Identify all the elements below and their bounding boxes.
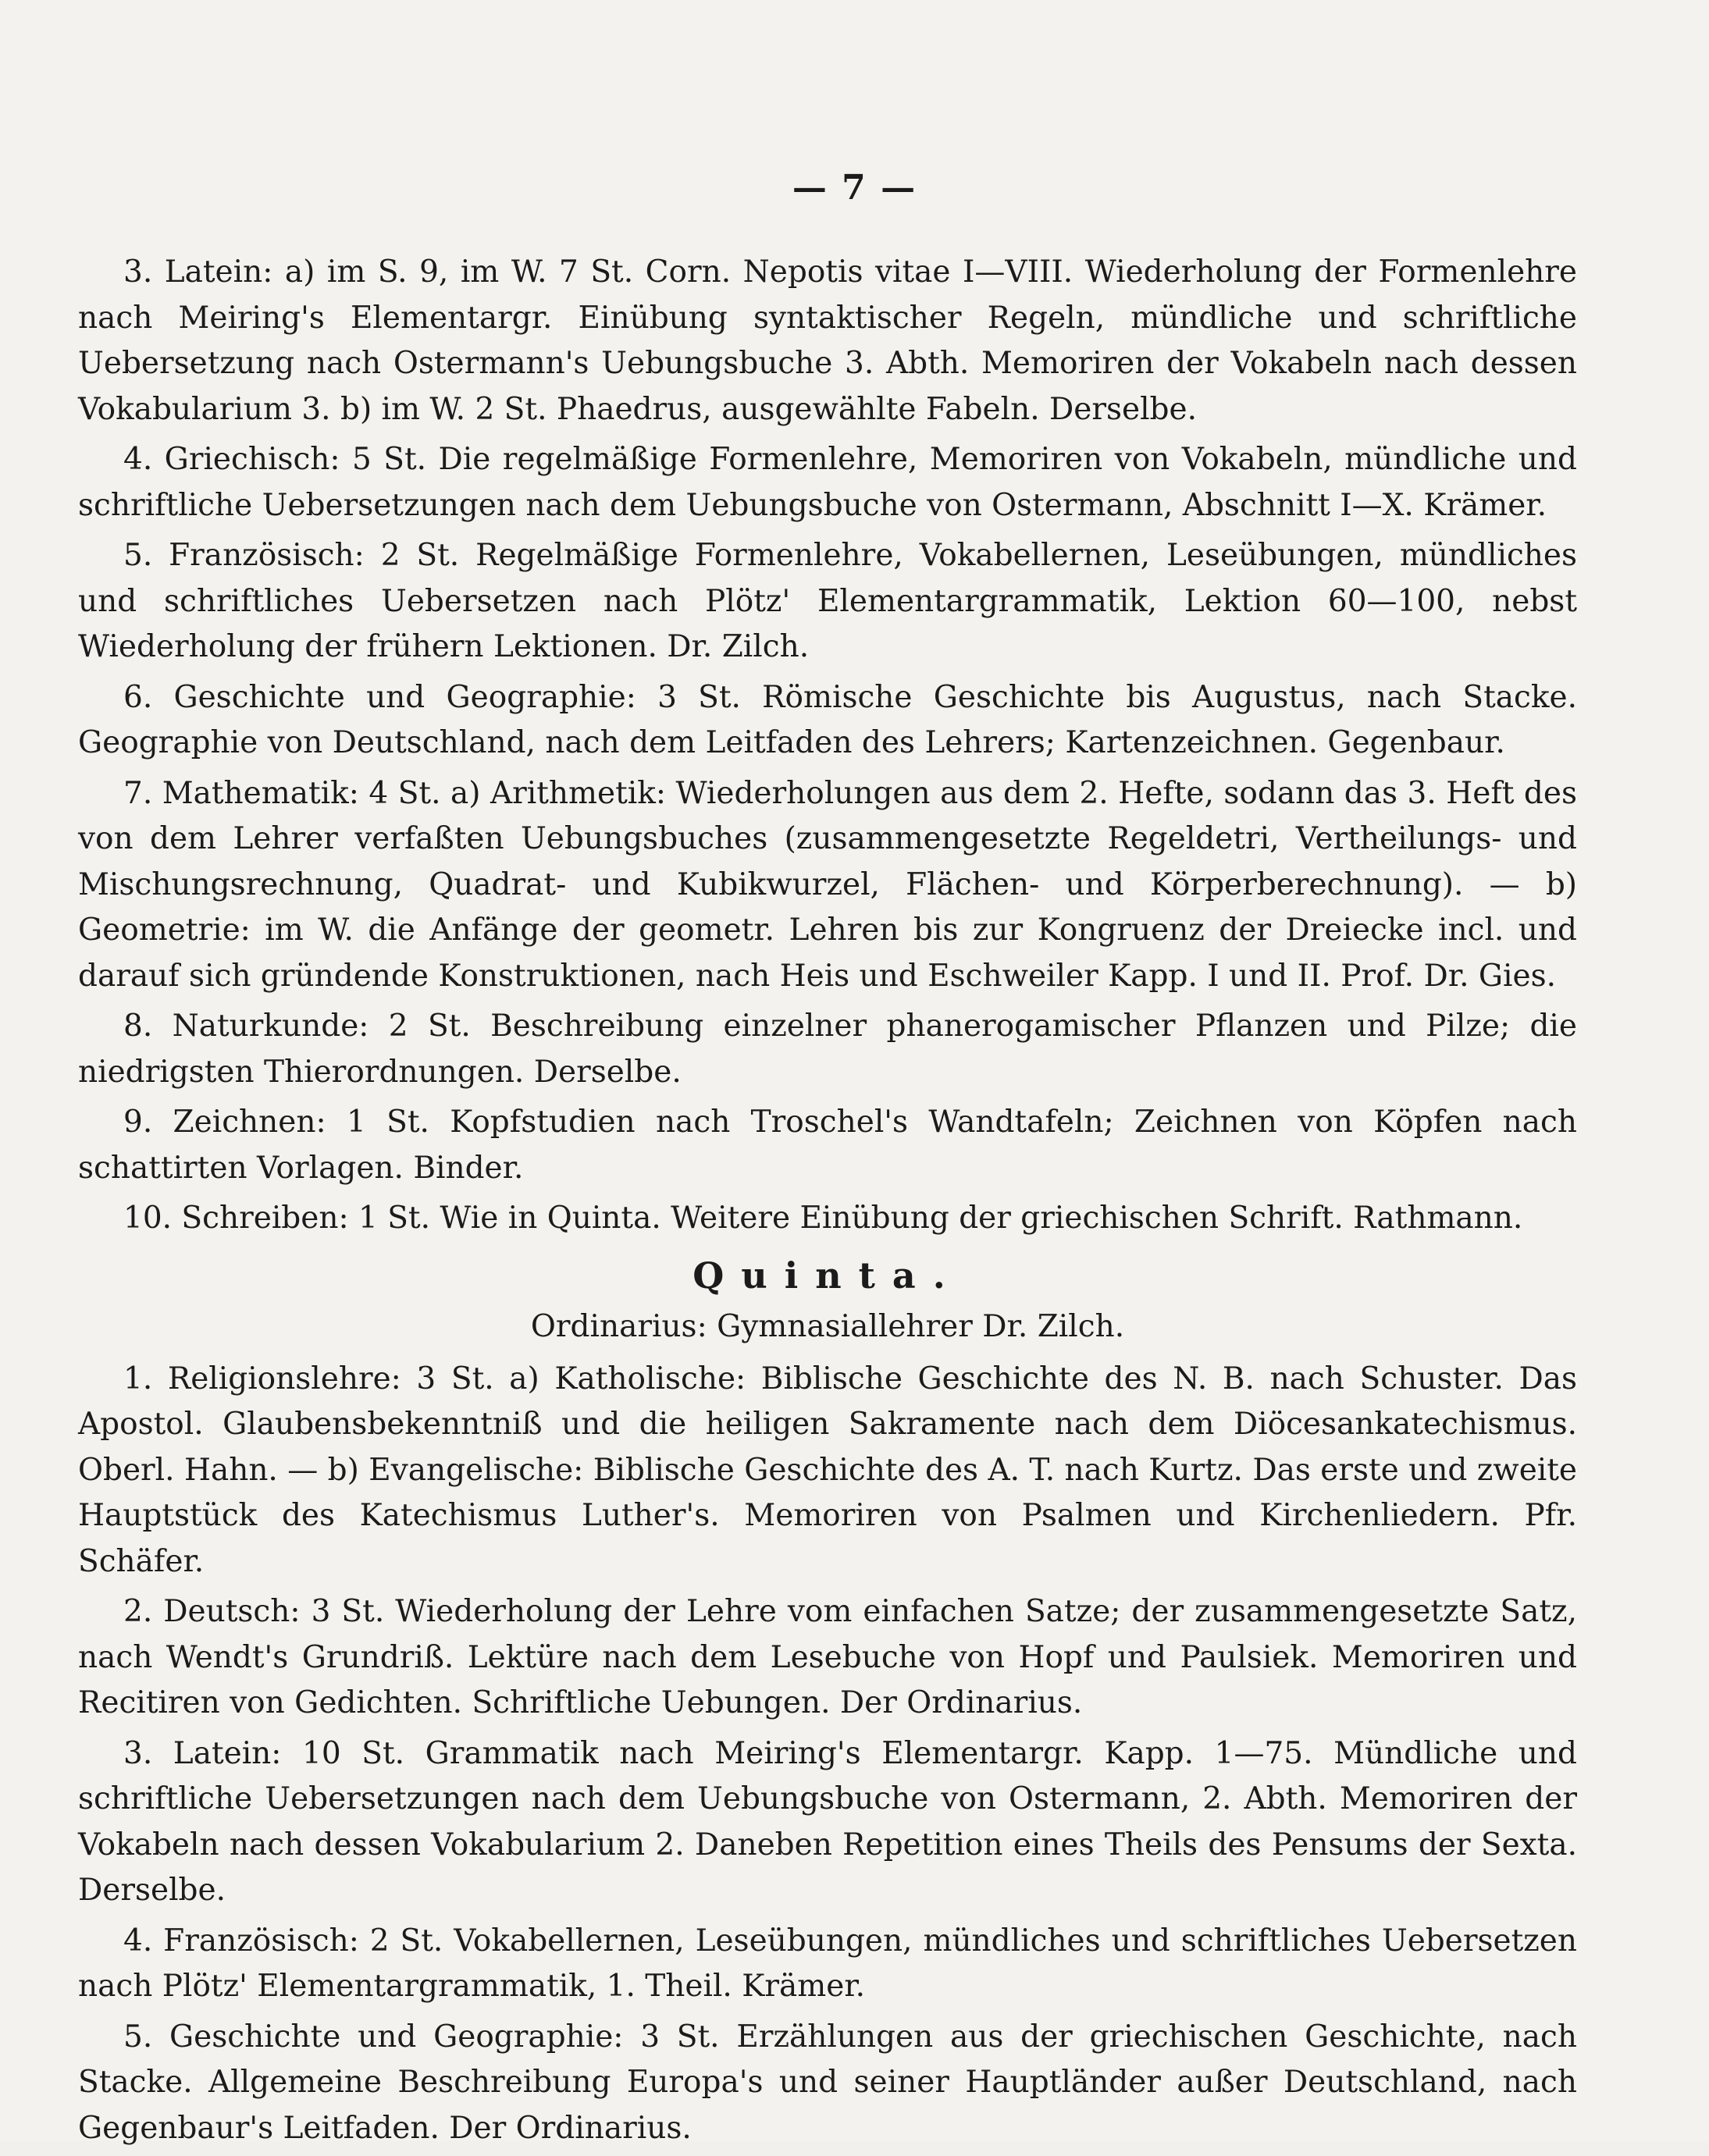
paragraph-geschichte-quinta: 5. Geschichte und Geographie: 3 St. Erzählungen aus der griechischen Geschichte, nach Stacke. Allgemeine Beschreibung Europa's und seiner Hauptländer außer Deutschland, nach Gegenbaur's Leitfaden. Der Ordinarius. [78, 2019, 1577, 2146]
paragraph-geschichte-quarta: 6. Geschichte und Geographie: 3 St. Römische Geschichte bis Augustus, nach Stacke. Geographie von Deutschland, nach dem Leitfaden des Lehrers; Kartenzeichnen. Gegenbaur. [78, 679, 1577, 760]
ordinarius-line: Ordinarius: Gymnasiallehrer Dr. Zilch. [530, 1309, 1125, 1344]
paragraph-latein-quarta: 3. Latein: a) im S. 9, im W. 7 St. Corn. Nepotis vitae I—VIII. Wiederholung der Formenlehre nach Meiring's Elementargr. Einübung syntaktischer Regeln, mündliche und schriftliche Uebersetzung nach Ostermann's Uebungsbuche 3. Abth. Memoriren der Vokabeln nach dessen Vokabularium 3. b) im W. 2 St. Phaedrus, ausgewählte Fabeln. Derselbe. [78, 254, 1577, 427]
section-heading-quinta: Quinta. [693, 1254, 963, 1297]
paragraph-religionslehre-quinta: 1. Religionslehre: 3 St. a) Katholische: Biblische Geschichte des N. B. nach Schuster. Das Apostol. Glaubensbekenntniß und die heiligen Sakramente nach dem Diöcesankatechismus. Oberl. Hahn. — b) Evangelische: Biblische Geschichte des A. T. nach Kurtz. Das erste und zweite Hauptstück des Katechismus Luther's. Memoriren von Psalmen und Kirchenliedern. Pfr. Schäfer. [78, 1361, 1577, 1579]
document-body [78, 250, 1577, 2156]
paragraph-naturkunde-quarta: 8. Naturkunde: 2 St. Beschreibung einzelner phanerogamischer Pflanzen und Pilze; die niedrigsten Thierordnungen. Derselbe. [78, 1009, 1577, 1090]
paragraph-griechisch-quarta: 4. Griechisch: 5 St. Die regelmäßige Formenlehre, Memoriren von Vokabeln, mündliche und schriftliche Uebersetzungen nach dem Uebungsbuche von Ostermann, Abschnitt I—X. Krämer. [78, 442, 1577, 523]
page-number: — 7 — [792, 168, 917, 208]
paragraph-schreiben-quarta: 10. Schreiben: 1 St. Wie in Quinta. Weitere Einübung der griechischen Schrift. Rathmann. [123, 1201, 1523, 1236]
paragraph-latein-quinta: 3. Latein: 10 St. Grammatik nach Meiring's Elementargr. Kapp. 1—75. Mündliche und schriftliche Uebersetzungen nach dem Uebungsbuche von Ostermann, 2. Abth. Memoriren der Vokabeln nach dessen Vokabularium 2. Daneben Repetition eines Theils des Pensums der Sexta. Derselbe. [78, 1735, 1577, 1908]
paragraph-franzoesisch-quinta: 4. Französisch: 2 St. Vokabellernen, Leseübungen, mündliches und schriftliches Uebersetzen nach Plötz' Elementargrammatik, 1. Theil. Krämer. [78, 1923, 1577, 2004]
paragraph-deutsch-quinta: 2. Deutsch: 3 St. Wiederholung der Lehre vom einfachen Satze; der zusammengesetzte Satz, nach Wendt's Grundriß. Lektüre nach dem Lesebuche von Hopf und Paulsiek. Memoriren und Recitiren von Gedichten. Schriftliche Uebungen. Der Ordinarius. [78, 1594, 1577, 1720]
paragraph-franzoesisch-quarta: 5. Französisch: 2 St. Regelmäßige Formenlehre, Vokabellernen, Leseübungen, mündliches und schriftliches Uebersetzen nach Plötz' Elementargrammatik, Lektion 60—100, nebst Wiederholung der frühern Lektionen. Dr. Zilch. [78, 538, 1577, 664]
paragraph-mathematik-quarta: 7. Mathematik: 4 St. a) Arithmetik: Wiederholungen aus dem 2. Hefte, sodann das 3. Heft des von dem Lehrer verfaßten Uebungsbuches (zusammengesetzte Regeldetri, Vertheilungs- und Mischungsrechnung, Quadrat- und Kubikwurzel, Flächen- und Körperberechnung). — b) Geometrie: im W. die Anfänge der geometr. Lehren bis zur Kongruenz der Dreiecke incl. und darauf sich gründende Konstruktionen, nach Heis und Eschweiler Kapp. I und II. Prof. Dr. Gies. [78, 775, 1577, 994]
paragraph-zeichnen-quarta: 9. Zeichnen: 1 St. Kopfstudien nach Troschel's Wandtafeln; Zeichnen von Köpfen nach schattirten Vorlagen. Binder. [78, 1105, 1577, 1186]
